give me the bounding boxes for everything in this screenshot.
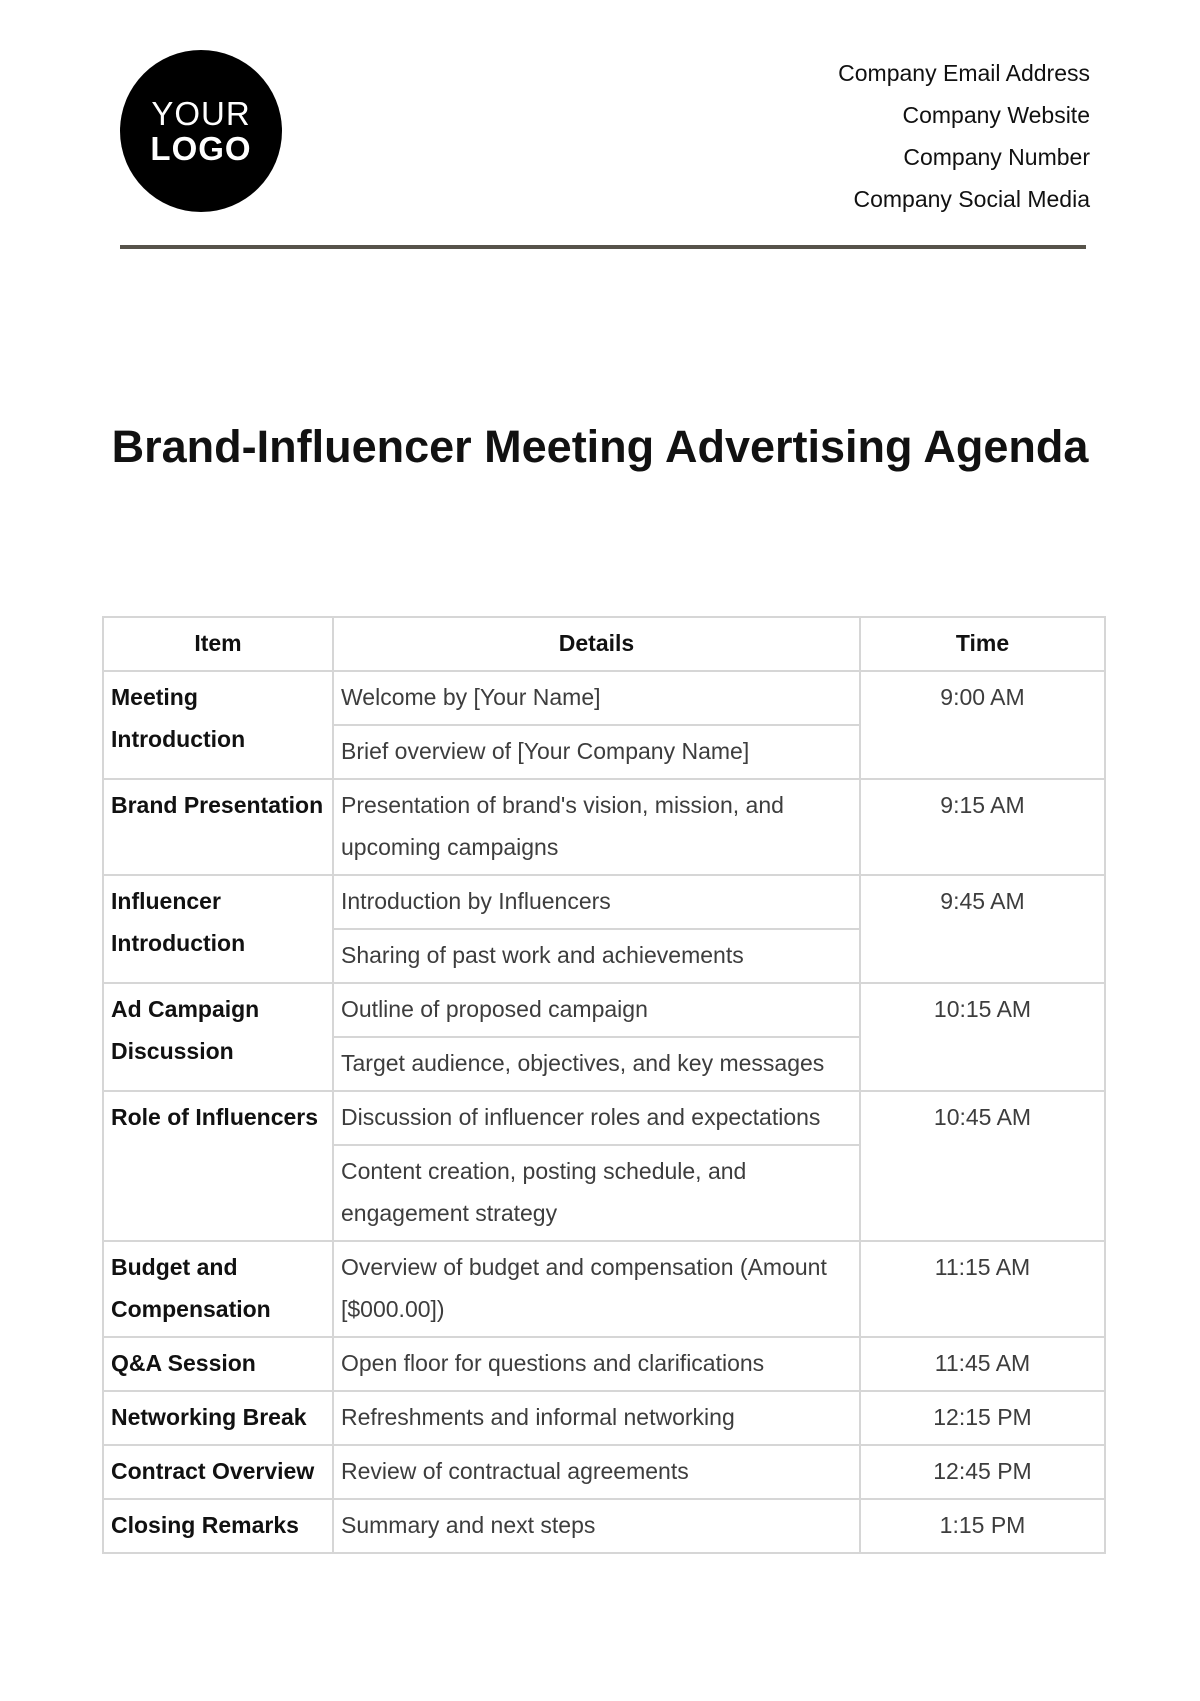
agenda-item: Meeting Introduction [103,671,333,779]
agenda-detail: Introduction by Influencers [333,875,860,929]
agenda-detail: Outline of proposed campaign [333,983,860,1037]
agenda-time: 12:45 PM [860,1445,1105,1499]
agenda-detail: Discussion of influencer roles and expectations [333,1091,860,1145]
company-email: Company Email Address [838,60,1090,86]
agenda-time: 11:45 AM [860,1337,1105,1391]
table-row [103,779,1105,875]
document-title: Brand-Influencer Meeting Advertising Agenda [111,421,1089,472]
agenda-item: Q&A Session [103,1337,333,1391]
table-row [103,1499,1105,1553]
company-contact-block [838,52,1090,220]
agenda-time: 10:15 AM [860,983,1105,1091]
agenda-detail: Open floor for questions and clarifications [333,1337,860,1391]
company-logo [120,50,282,212]
agenda-detail: Content creation, posting schedule, and engagement strategy [333,1145,860,1241]
agenda-item: Closing Remarks [103,1499,333,1553]
agenda-detail: Summary and next steps [333,1499,860,1553]
agenda-item: Influencer Introduction [103,875,333,983]
agenda-time: 1:15 PM [860,1499,1105,1553]
company-website: Company Website [902,102,1090,128]
header-details: Details [333,617,860,671]
agenda-header-row [103,617,1105,671]
company-number: Company Number [903,144,1090,170]
table-row [103,1241,1105,1337]
logo-line-your: YOUR [151,95,251,132]
agenda-detail: Sharing of past work and achievements [333,929,860,983]
table-row [103,1337,1105,1391]
agenda-time: 9:00 AM [860,671,1105,779]
agenda-time: 9:15 AM [860,779,1105,875]
agenda-time: 10:45 AM [860,1091,1105,1241]
agenda-time: 11:15 AM [860,1241,1105,1337]
table-row [103,1391,1105,1445]
agenda-detail: Welcome by [Your Name] [333,671,860,725]
agenda-detail: Overview of budget and compensation (Amount [$000.00]) [333,1241,860,1337]
table-row [103,875,1105,929]
header-divider [120,245,1086,249]
table-row [103,1091,1105,1145]
agenda-detail: Target audience, objectives, and key messages [333,1037,860,1091]
agenda-item: Brand Presentation [103,779,333,875]
agenda-detail: Review of contractual agreements [333,1445,860,1499]
header-time: Time [860,617,1105,671]
table-row [103,671,1105,725]
logo-line-logo: LOGO [150,130,252,167]
agenda-item: Networking Break [103,1391,333,1445]
agenda-detail: Refreshments and informal networking [333,1391,860,1445]
agenda-item: Budget and Compensation [103,1241,333,1337]
agenda-table [102,616,1106,1554]
table-row [103,983,1105,1037]
header-item: Item [103,617,333,671]
agenda-time: 12:15 PM [860,1391,1105,1445]
agenda-time: 9:45 AM [860,875,1105,983]
company-social-media: Company Social Media [853,186,1090,212]
table-row [103,1445,1105,1499]
agenda-detail: Presentation of brand's vision, mission, and upcoming campaigns [333,779,860,875]
agenda-detail: Brief overview of [Your Company Name] [333,725,860,779]
agenda-item: Role of Influencers [103,1091,333,1241]
agenda-item: Contract Overview [103,1445,333,1499]
agenda-item: Ad Campaign Discussion [103,983,333,1091]
